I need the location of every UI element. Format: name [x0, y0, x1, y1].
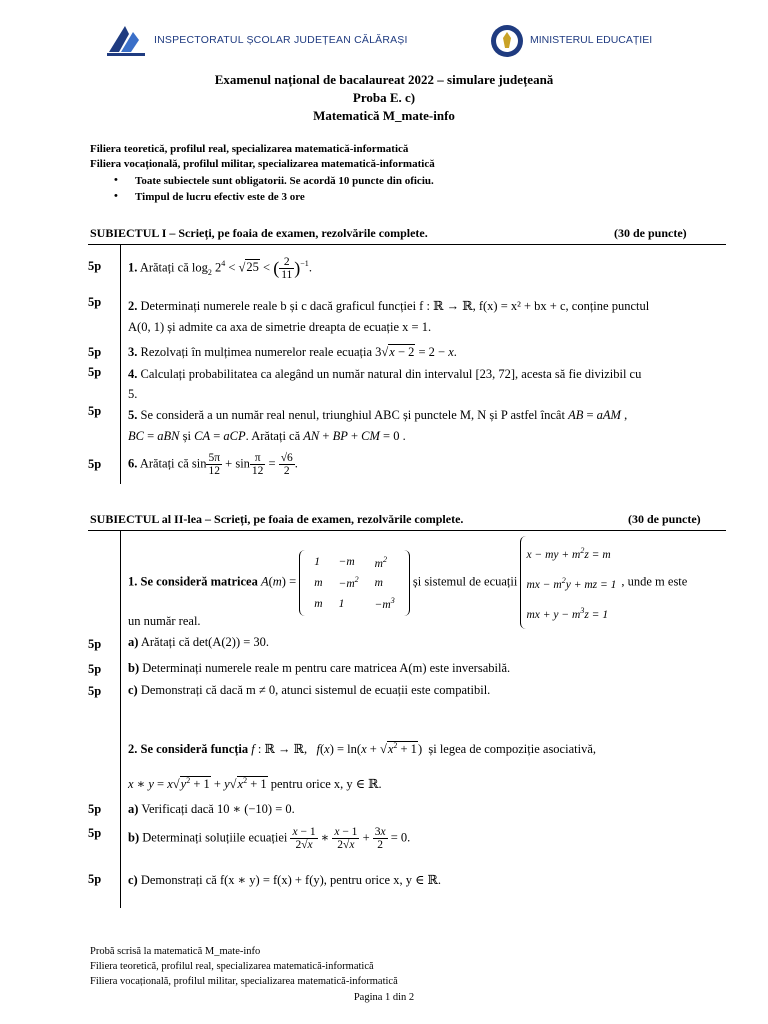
item-points: 5p: [88, 826, 102, 840]
item-text: Arătați că: [139, 456, 189, 471]
item-number: 5.: [128, 408, 138, 422]
problem-text: pentru orice x, y ∈ ℝ.: [270, 777, 382, 792]
item-number: 2.: [128, 299, 138, 313]
problem-text: și sistemul de ecuații: [412, 574, 518, 589]
item-1: 1. Arătați că $\log_2 2^4 < √25$ < ( $\frac{2}{11}$ )$^{-1}$.: [128, 256, 312, 281]
item-points: 5p: [88, 404, 102, 418]
item-1c: [128, 683, 490, 698]
equation-system: x − my + $m^2z = m$ mx − $m^2y$ + mz = 1 mx + $y - m^3z = 1$: [520, 536, 621, 629]
item-points: 5p: [88, 684, 102, 698]
item-text: Arătați că det(A(2)) = 30.: [140, 635, 270, 649]
item-points: 5p: [88, 662, 102, 676]
item-4: [128, 367, 641, 382]
item-points: 5p: [88, 457, 102, 471]
problem-2-law: x ∗ $y = x√y^2 + 1 + y√x^2 + 1$ pentru orice x, y ∈ ℝ.: [128, 776, 382, 792]
ministry-name: MINISTERUL EDUCAȚIEI: [530, 34, 653, 46]
bullet-dot-icon: •: [114, 190, 118, 202]
item-number: 3.: [128, 345, 138, 359]
item-label: b): [128, 830, 140, 845]
item-text: Determinați numerele reale b și c dacă graficul funcției f : ℝ → ℝ, f(x) = x² + bx + c, conține punctul: [140, 299, 650, 313]
item-points: 5p: [88, 259, 102, 273]
divider: [88, 530, 726, 531]
isj-logo-icon: [105, 22, 149, 58]
rule-timp: Timpul de lucru efectiv este de 3 ore: [135, 191, 305, 203]
item-text: Se consideră a un număr real nenul, triunghiul ABC și punctele M, N și P astfel încât: [140, 408, 565, 422]
footer-line-3: Filiera vocațională, profilul militar, specializarea matematică-informatică: [90, 976, 398, 987]
item-3: 3. Rezolvați în mulțimea numerelor reale ecuația 3√x − 2 = 2 − x.: [128, 345, 457, 359]
page-header: [0, 0, 768, 66]
problem-1-continuation: un număr real.: [128, 614, 201, 628]
item-text: Rezolvați în mulțimea numerelor reale ecuația: [140, 345, 372, 359]
item-4-continuation: 5.: [128, 387, 138, 401]
exam-subject: Matematică M_mate-info: [313, 108, 455, 123]
item-2a: [128, 801, 295, 817]
rule-obligatorii: Toate subiectele sunt obligatorii. Se acordă 10 puncte din oficiu.: [135, 175, 434, 187]
item-label: c): [128, 873, 138, 887]
item-5-continuation: BC = aBN și CA = aCP. Arătați că AN + BP + CM = 0 .: [128, 429, 406, 443]
item-text: și: [182, 429, 191, 443]
item-text: Determinați numerele reale m pentru care matricea A(m) este inversabilă.: [142, 661, 511, 675]
item-label: a): [128, 802, 139, 816]
item-points: 5p: [88, 637, 102, 651]
ministry-seal-icon: [490, 24, 524, 58]
item-2: [128, 298, 649, 314]
problem-2-statement: 2. Se consideră funcția f : ℝ → ℝ, $f(x) = \ln(x + √x^2 + 1)$ și legea de compoziție asociativă,: [128, 741, 596, 757]
item-5: 5. Se consideră a un număr real nenul, triunghiul ABC și punctele M, N și P astfel încât AB = aAM ,: [128, 408, 628, 422]
item-text: Verificați dacă 10 ∗ (−10) = 0.: [141, 802, 295, 816]
item-points: 5p: [88, 295, 102, 309]
page-number: Pagina 1 din 2: [353, 992, 415, 1003]
problem-text: și legea de compoziție asociativă,: [428, 742, 596, 757]
divider: [88, 244, 726, 245]
column-divider: [120, 530, 121, 908]
bullet-dot-icon: •: [114, 174, 118, 186]
problem-1-statement: 1. Se consideră matricea A(m) = 1 −m $m^2$ m $-m^2$ m m 1 $-m^3$ și sistemul de ecuații x − my + $m^2z = m$ mx − $m^2y$ + mz = 1 mx + $y - m^3z = 1$, unde m este: [128, 536, 687, 629]
item-points: 5p: [88, 365, 102, 379]
filiera-teoretica: Filiera teoretică, profilul real, specializarea matematică-informatică: [90, 143, 409, 155]
exam-proba: Proba E. c): [352, 90, 416, 105]
item-2c: [128, 872, 441, 888]
exam-title: Examenul național de bacalaureat 2022 – simulare județeană: [214, 72, 554, 87]
item-2-continuation: A(0, 1) și admite ca axa de simetrie dreapta de ecuație x = 1.: [128, 320, 432, 334]
subiect2-heading: SUBIECTUL al II-lea – Scrieți, pe foaia de examen, rezolvările complete.: [90, 512, 464, 526]
item-2b: b) Determinați soluțiile ecuației $\frac{x - 1}{2√x}$ ∗ $\frac{x - 1}{2√x}$ + $\frac{3x}{2}$ = 0.: [128, 826, 411, 851]
problem-intro: 2. Se consideră funcția: [128, 742, 249, 757]
item-points: 5p: [88, 345, 102, 359]
subiect1-heading: SUBIECTUL I – Scrieți, pe foaia de examen, rezolvările complete.: [90, 226, 428, 240]
problem-text: , unde m este: [621, 574, 688, 589]
item-number: 4.: [128, 367, 138, 381]
isj-name: INSPECTORATUL ȘCOLAR JUDEȚEAN CĂLĂRAȘI: [154, 34, 408, 46]
item-label: b): [128, 661, 140, 675]
item-text: Demonstrați că f(x ∗ y) = f(x) + f(y), pentru orice x, y ∈ ℝ.: [140, 873, 441, 887]
item-6: 6. Arătați că sin $\frac{5\pi}{12}$ + sin $\frac{\pi}{12}$ = $\frac{√6}{2}$ .: [128, 452, 298, 477]
item-points: 5p: [88, 802, 102, 816]
subiect1-points: (30 de puncte): [614, 226, 687, 240]
item-number: 1.: [128, 260, 138, 275]
column-divider: [120, 244, 121, 484]
item-1b: [128, 661, 510, 676]
subiect2-points: (30 de puncte): [628, 512, 701, 526]
matrix-a: 1 −m $m^2$ m $-m^2$ m m 1 $-m^3$: [299, 550, 409, 616]
item-text: Determinați soluțiile ecuației: [142, 830, 288, 845]
item-text: . Arătați că: [245, 429, 301, 443]
item-number: 6.: [128, 456, 138, 471]
item-label: c): [128, 683, 138, 697]
item-text: Calculați probabilitatea ca alegând un număr natural din intervalul [23, 72], acesta să fie divizibil cu: [140, 367, 642, 381]
item-label: a): [128, 635, 139, 649]
item-text: Demonstrați că dacă m ≠ 0, atunci sistemul de ecuații este compatibil.: [140, 683, 491, 697]
footer-line-2: Filiera teoretică, profilul real, specializarea matematică-informatică: [90, 961, 374, 972]
footer-line-1: Probă scrisă la matematică M_mate-info: [90, 946, 261, 957]
problem-intro: 1. Se consideră matricea: [128, 574, 258, 589]
item-text: Arătați că: [139, 260, 189, 275]
filiera-vocationala: Filiera vocațională, profilul militar, specializarea matematică-informatică: [90, 158, 435, 170]
item-1a: [128, 635, 269, 650]
item-points: 5p: [88, 872, 102, 886]
